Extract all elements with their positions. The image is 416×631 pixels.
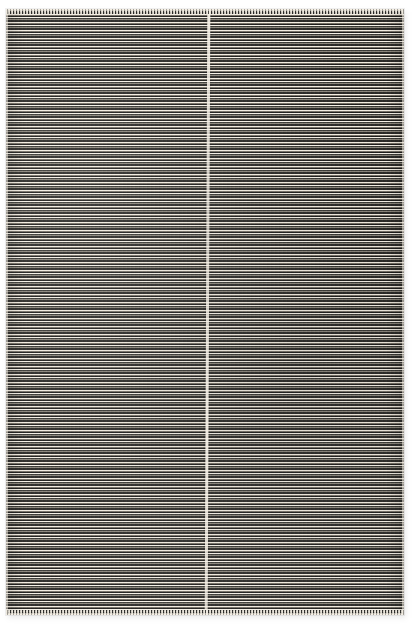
striped-rug-image bbox=[6, 9, 404, 615]
bottom-fringe bbox=[6, 610, 404, 615]
top-fringe bbox=[6, 9, 404, 14]
